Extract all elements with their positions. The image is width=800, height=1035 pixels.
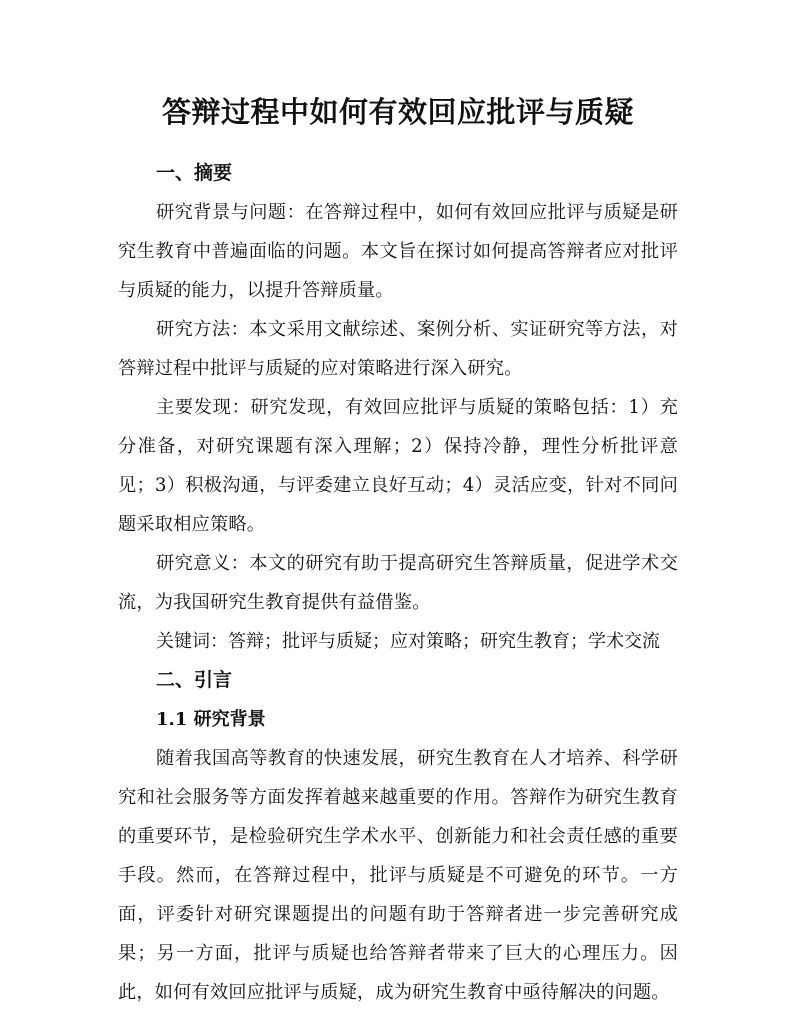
abstract-paragraph-findings: 主要发现：研究发现，有效回应批评与质疑的策略包括：1）充分准备，对研究课题有深入理解；2）保持冷静，理性分析批评意见；3）积极沟通，与评委建立良好互动；4）灵活应变，针对不同问题采取相应策略。 <box>118 397 678 535</box>
document-page <box>118 92 678 1012</box>
research-background-subheading: 1.1 研究背景 <box>156 709 266 730</box>
document-title: 答辩过程中如何有效回应批评与质疑 <box>161 95 634 129</box>
abstract-paragraph-methods: 研究方法：本文采用文献综述、案例分析、实证研究等方法，对答辩过程中批评与质疑的应对策略进行深入研究。 <box>118 319 678 379</box>
introduction-heading: 二、引言 <box>156 669 233 691</box>
keywords-line: 关键词：答辩；批评与质疑；应对策略；研究生教育；学术交流 <box>156 631 660 652</box>
introduction-paragraph: 随着我国高等教育的快速发展，研究生教育在人才培养、科学研究和社会服务等方面发挥着越来越重要的作用。答辩作为研究生教育的重要环节，是检验研究生学术水平、创新能力和社会责任感的重要手段。然而，在答辩过程中，批评与质疑是不可避免的环节。一方面，评委针对研究课题提出的问题有助于答辩者进一步完善研究成果；另一方面，批评与质疑也给答辩者带来了巨大的心理压力。因此，如何有效回应批评与质疑，成为研究生教育中亟待解决的问题。 <box>118 748 678 1003</box>
abstract-paragraph-background: 研究背景与问题：在答辩过程中，如何有效回应批评与质疑是研究生教育中普遍面临的问题。本文旨在探讨如何提高答辩者应对批评与质疑的能力，以提升答辩质量。 <box>118 202 678 301</box>
abstract-heading: 一、摘要 <box>156 162 233 184</box>
abstract-paragraph-significance: 研究意义：本文的研究有助于提高研究生答辩质量，促进学术交流，为我国研究生教育提供有益借鉴。 <box>118 553 678 613</box>
